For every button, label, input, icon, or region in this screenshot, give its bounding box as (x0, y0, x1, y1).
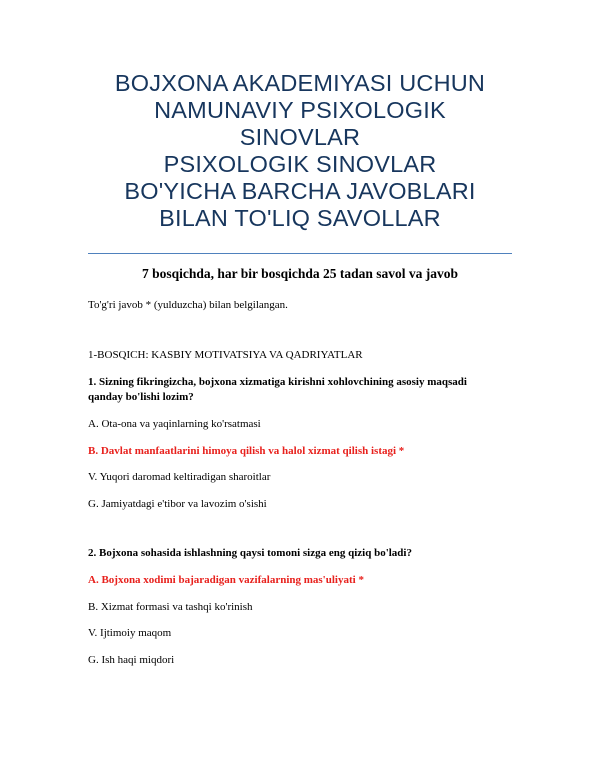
question-1-option-g: G. Jamiyatdagi e'tibor va lavozim o'sishi (88, 498, 267, 510)
section-heading: 1-BOSQICH: KASBIY MOTIVATSIYA VA QADRIYATLAR (88, 349, 363, 361)
question-2-option-v: V. Ijtimoiy maqom (88, 627, 172, 639)
title-line: BILAN TO'LIQ SAVOLLAR (159, 205, 441, 231)
document-subtitle: 7 bosqichda, har bir bosqichda 25 tadan savol va javob (141, 266, 459, 281)
question-2-option-g: G. Ish haqi miqdori (88, 654, 175, 666)
document-title (88, 70, 512, 232)
title-line: NAMUNAVIY PSIXOLOGIK (154, 97, 446, 123)
question-2-text: 2. Bojxona sohasida ishlashning qaysi tomoni sizga eng qiziq bo'ladi? (88, 547, 412, 559)
question-1-option-b-correct: B. Davlat manfaatlarini himoya qilish va halol xizmat qilish istagi * (88, 445, 405, 457)
question-1-text (88, 375, 518, 405)
title-line: BO'YICHA BARCHA JAVOBLARI (124, 178, 476, 204)
question-1-option-v: V. Yuqori daromad keltiradigan sharoitlar (88, 471, 271, 483)
title-line: SINOVLAR (239, 124, 361, 150)
title-line: BOJXONA AKADEMIYASI UCHUN (114, 70, 486, 96)
title-divider (88, 253, 512, 254)
title-line: PSIXOLOGIK SINOVLAR (163, 151, 437, 177)
question-line: 1. Sizning fikringizcha, bojxona xizmatiga kirishni xohlovchining asosiy maqsadi (88, 376, 467, 388)
question-1-option-a: A. Ota-ona va yaqinlarning ko'rsatmasi (88, 418, 261, 430)
question-line: qanday bo'lishi lozim? (88, 391, 194, 403)
answer-key-note: To'g'ri javob * (yulduzcha) bilan belgilangan. (88, 299, 288, 311)
question-2-option-b: B. Xizmat formasi va tashqi ko'rinish (88, 601, 253, 613)
question-2-option-a-correct: A. Bojxona xodimi bajaradigan vazifalarning mas'uliyati * (88, 574, 364, 586)
